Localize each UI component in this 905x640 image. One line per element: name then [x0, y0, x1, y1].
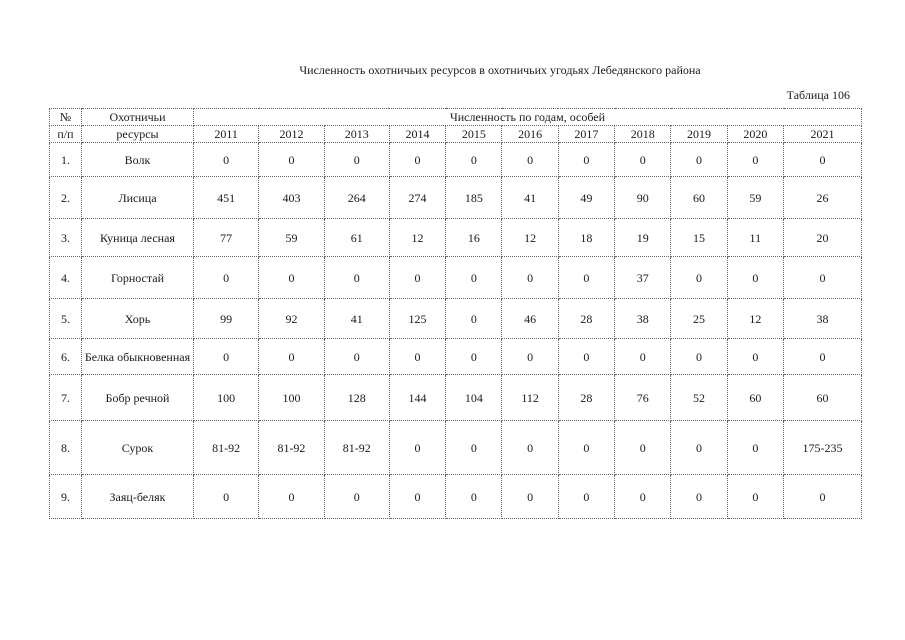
- hunting-resources-table: [49, 108, 862, 519]
- count-cell: 15: [671, 219, 727, 257]
- row-number: 9.: [50, 475, 82, 519]
- count-cell: 0: [502, 475, 558, 519]
- counts-header: Численность по годам, особей: [194, 109, 862, 126]
- count-cell: 125: [389, 299, 445, 339]
- count-cell: 0: [502, 421, 558, 475]
- count-cell: 0: [324, 257, 389, 299]
- year-header: 2015: [446, 126, 502, 143]
- year-header: 2018: [615, 126, 671, 143]
- count-cell: 38: [784, 299, 862, 339]
- count-cell: 128: [324, 375, 389, 421]
- count-cell: 0: [615, 143, 671, 177]
- count-cell: 0: [502, 257, 558, 299]
- count-cell: 59: [727, 177, 783, 219]
- count-cell: 112: [502, 375, 558, 421]
- count-cell: 0: [671, 257, 727, 299]
- count-cell: 49: [558, 177, 614, 219]
- resource-name: Хорь: [82, 299, 194, 339]
- row-number: 7.: [50, 375, 82, 421]
- count-cell: 0: [558, 421, 614, 475]
- count-cell: 0: [259, 339, 324, 375]
- count-cell: 0: [446, 257, 502, 299]
- count-cell: 403: [259, 177, 324, 219]
- year-header: 2017: [558, 126, 614, 143]
- count-cell: 0: [194, 339, 259, 375]
- count-cell: 52: [671, 375, 727, 421]
- row-number: 4.: [50, 257, 82, 299]
- count-cell: 0: [389, 475, 445, 519]
- count-cell: 144: [389, 375, 445, 421]
- row-number: 5.: [50, 299, 82, 339]
- count-cell: 0: [194, 257, 259, 299]
- count-cell: 451: [194, 177, 259, 219]
- count-cell: 100: [194, 375, 259, 421]
- count-cell: 0: [784, 257, 862, 299]
- count-cell: 46: [502, 299, 558, 339]
- count-cell: 0: [324, 339, 389, 375]
- year-header: 2012: [259, 126, 324, 143]
- count-cell: 0: [502, 143, 558, 177]
- count-cell: 0: [671, 475, 727, 519]
- header-row-years: [50, 126, 862, 143]
- count-cell: 0: [502, 339, 558, 375]
- count-cell: 0: [727, 475, 783, 519]
- count-cell: 0: [259, 143, 324, 177]
- count-cell: 0: [558, 339, 614, 375]
- count-cell: 0: [446, 339, 502, 375]
- row-number: 1.: [50, 143, 82, 177]
- resource-header-line1: Охотничьи: [82, 109, 194, 126]
- count-cell: 59: [259, 219, 324, 257]
- table-row: [50, 299, 862, 339]
- table-row: [50, 375, 862, 421]
- table-row: [50, 421, 862, 475]
- count-cell: 0: [389, 339, 445, 375]
- year-header: 2020: [727, 126, 783, 143]
- year-header: 2021: [784, 126, 862, 143]
- count-cell: 81-92: [259, 421, 324, 475]
- count-cell: 0: [615, 475, 671, 519]
- count-cell: 81-92: [324, 421, 389, 475]
- count-cell: 28: [558, 299, 614, 339]
- resource-name: Бобр речной: [82, 375, 194, 421]
- count-cell: 0: [389, 421, 445, 475]
- resource-name: Белка обыкновенная: [82, 339, 194, 375]
- count-cell: 0: [558, 143, 614, 177]
- count-cell: 175-235: [784, 421, 862, 475]
- count-cell: 0: [446, 143, 502, 177]
- count-cell: 90: [615, 177, 671, 219]
- count-cell: 104: [446, 375, 502, 421]
- count-cell: 0: [259, 257, 324, 299]
- count-cell: 19: [615, 219, 671, 257]
- year-header: 2014: [389, 126, 445, 143]
- count-cell: 0: [446, 421, 502, 475]
- resource-name: Горностай: [82, 257, 194, 299]
- num-header-line1: №: [50, 109, 82, 126]
- table-row: [50, 177, 862, 219]
- row-number: 2.: [50, 177, 82, 219]
- count-cell: 11: [727, 219, 783, 257]
- count-cell: 0: [615, 339, 671, 375]
- count-cell: 0: [389, 257, 445, 299]
- count-cell: 0: [727, 339, 783, 375]
- count-cell: 37: [615, 257, 671, 299]
- resource-name: Заяц-беляк: [82, 475, 194, 519]
- count-cell: 0: [259, 475, 324, 519]
- count-cell: 26: [784, 177, 862, 219]
- count-cell: 0: [727, 421, 783, 475]
- count-cell: 0: [324, 143, 389, 177]
- count-cell: 12: [502, 219, 558, 257]
- resource-name: Лисица: [82, 177, 194, 219]
- count-cell: 0: [671, 143, 727, 177]
- num-header-line2: п/п: [50, 126, 82, 143]
- count-cell: 41: [324, 299, 389, 339]
- count-cell: 0: [558, 257, 614, 299]
- year-header: 2016: [502, 126, 558, 143]
- count-cell: 0: [671, 339, 727, 375]
- table-row: [50, 257, 862, 299]
- row-number: 3.: [50, 219, 82, 257]
- count-cell: 25: [671, 299, 727, 339]
- count-cell: 0: [446, 475, 502, 519]
- count-cell: 60: [727, 375, 783, 421]
- table-row: [50, 219, 862, 257]
- count-cell: 28: [558, 375, 614, 421]
- count-cell: 12: [727, 299, 783, 339]
- count-cell: 0: [727, 143, 783, 177]
- count-cell: 20: [784, 219, 862, 257]
- row-number: 6.: [50, 339, 82, 375]
- count-cell: 0: [389, 143, 445, 177]
- count-cell: 38: [615, 299, 671, 339]
- count-cell: 0: [194, 143, 259, 177]
- header-row-top: [50, 109, 862, 126]
- count-cell: 76: [615, 375, 671, 421]
- year-header: 2013: [324, 126, 389, 143]
- count-cell: 0: [194, 475, 259, 519]
- table-number-label: Таблица 106: [786, 88, 850, 102]
- count-cell: 0: [324, 475, 389, 519]
- count-cell: 77: [194, 219, 259, 257]
- count-cell: 18: [558, 219, 614, 257]
- resource-header-line2: ресурсы: [82, 126, 194, 143]
- resource-name: Волк: [82, 143, 194, 177]
- count-cell: 60: [671, 177, 727, 219]
- table-row: [50, 475, 862, 519]
- count-cell: 0: [558, 475, 614, 519]
- year-header: 2011: [194, 126, 259, 143]
- table-row: [50, 339, 862, 375]
- count-cell: 0: [671, 421, 727, 475]
- table-row: [50, 143, 862, 177]
- year-header: 2019: [671, 126, 727, 143]
- count-cell: 99: [194, 299, 259, 339]
- count-cell: 0: [784, 339, 862, 375]
- resource-name: Куница лесная: [82, 219, 194, 257]
- count-cell: 61: [324, 219, 389, 257]
- count-cell: 274: [389, 177, 445, 219]
- count-cell: 0: [615, 421, 671, 475]
- count-cell: 0: [446, 299, 502, 339]
- count-cell: 16: [446, 219, 502, 257]
- count-cell: 100: [259, 375, 324, 421]
- count-cell: 92: [259, 299, 324, 339]
- count-cell: 41: [502, 177, 558, 219]
- table-body: [50, 143, 862, 519]
- count-cell: 264: [324, 177, 389, 219]
- count-cell: 81-92: [194, 421, 259, 475]
- resource-name: Сурок: [82, 421, 194, 475]
- row-number: 8.: [50, 421, 82, 475]
- count-cell: 0: [784, 475, 862, 519]
- count-cell: 185: [446, 177, 502, 219]
- table-title: Численность охотничьих ресурсов в охотничьих угодьях Лебедянского района: [299, 63, 701, 77]
- count-cell: 12: [389, 219, 445, 257]
- count-cell: 0: [784, 143, 862, 177]
- count-cell: 60: [784, 375, 862, 421]
- count-cell: 0: [727, 257, 783, 299]
